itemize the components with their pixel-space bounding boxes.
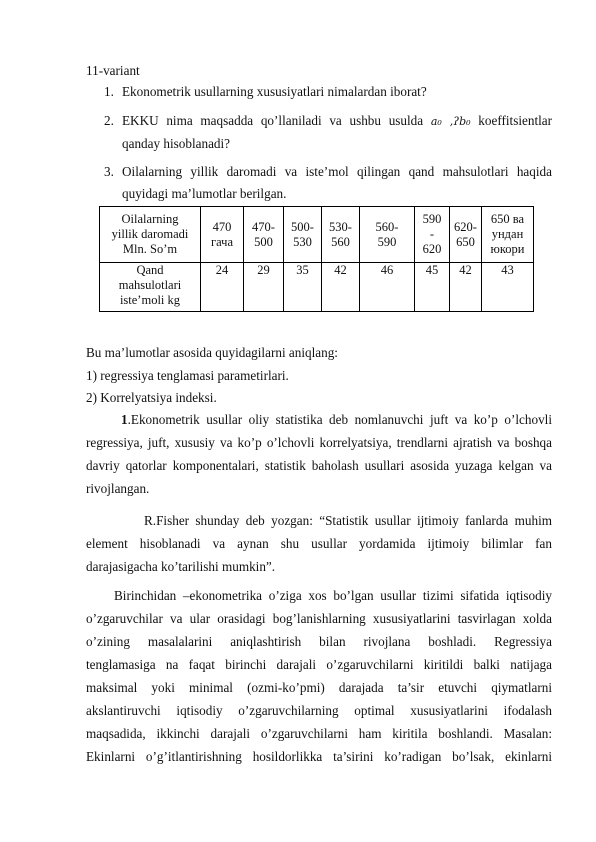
table-cell-value: 35 <box>284 263 322 312</box>
answer-p2-line-1: R.Fisher shunday deb yozgan: “Statistik usullar ijtimoiy fanlarda muhim <box>144 513 552 528</box>
income-consumption-table <box>99 206 534 312</box>
table-header-sugar: Qand mahsulotlari iste’moli kg <box>100 263 201 312</box>
answer-p3-line-6: akslantiruvchi iqtisodiy o’zgaruvchilarning optimal xususiyatlarini ifodalash <box>86 703 552 718</box>
question-1-number: 1. <box>104 84 114 99</box>
answer-p2-line-3: darajasigacha ko’tarilishi mumkin”. <box>86 559 276 574</box>
answer-p3-line-7: maqsadida, ikkinchi darajali o’zgaruvchilarni ham kiritila boshlandi. Masalan: <box>86 726 552 741</box>
answer-p1-line-2: regressiya, juft, xususiy va ko’p o’lchovli korrelyatsiya, trendlarni ajratish va boshqa <box>86 435 552 450</box>
table-cell-range: 470- 500 <box>244 207 284 263</box>
answer-p3-line-1: Birinchidan –ekonometrika o’ziga xos bo’lgan usullar tizimi sifatida iqtisodiy <box>114 588 552 603</box>
question-2-text-b: koeffitsientlar <box>478 113 553 128</box>
answer-p2-line-2: element hisoblanadi va aynan shu usullar yordamida ijtimoiy bilimlar fan <box>86 536 552 551</box>
table-cell-range: 590 - 620 <box>415 207 450 263</box>
table-cell-value: 43 <box>482 263 534 312</box>
question-2-number: 2. <box>104 113 114 128</box>
task-1: 1) regressiya tenglamasi parametirlari. <box>86 368 289 383</box>
answer-p3-line-2: o’zgaruvchilar va ular orasidagi bog’lanishlarning xususiyatlarini tasvirlagan xolda <box>86 611 552 626</box>
question-3-line-1: Oilalarning yillik daromadi va iste’mol qilingan qand mahsulotlari haqida <box>122 164 552 179</box>
question-2-line-1 <box>122 113 552 130</box>
answer-p1-line-1: 1.Ekonometrik usullar oliy statistika deb nomlanuvchi juft va ko’p o’lchovli <box>121 412 552 427</box>
answer-number: 1 <box>121 412 128 427</box>
answer-p3-line-4: tenglamasiga na faqat birinchi darajali o’zgaruvchilarni kiritildi balki natijaga <box>86 657 552 672</box>
answer-p3-line-8: Ekinlarni o’g’itlantirishning hosildorlikka ta’sirini ko’radigan bo’lsak, ekinlarni <box>86 749 552 764</box>
table-cell-value: 24 <box>201 263 244 312</box>
table-cell-range: 620- 650 <box>450 207 482 263</box>
table-header-income: Oilalarning yillik daromadi Mln. So’m <box>100 207 201 263</box>
coefficient-symbols: a₀ ,ʔb₀ <box>430 115 471 128</box>
answer-p3-line-3: o’zining masalalarini aniqlashtirish bilan rivojlana boshladi. Regressiya <box>86 634 552 649</box>
answer-p1-line-3: davriy qatorlar komponentalari, statistik baholash usullari asosida yuzaga kelgan va <box>86 458 552 473</box>
table-cell-value: 29 <box>244 263 284 312</box>
table-cell-range: 650 ва ундан юкори <box>482 207 534 263</box>
question-3-number: 3. <box>104 164 114 179</box>
table-cell-range: 500- 530 <box>284 207 322 263</box>
question-2-line-2: qanday hisoblanadi? <box>122 136 231 151</box>
table-row <box>100 207 534 263</box>
table-cell-range: 530- 560 <box>322 207 360 263</box>
task-2: 2) Korrelyatsiya indeksi. <box>86 390 217 405</box>
table-cell-range: 470 гача <box>201 207 244 263</box>
answer-p1-line-4: rivojlangan. <box>86 481 150 496</box>
question-2-text-a: EKKU nima maqsadda qo’llaniladi va ushbu usulda <box>122 113 424 128</box>
answer-p3-line-5: maksimal yoki minimal (ozmi-ko’pmi) darajada ta’sir etuvchi qiymatlarni <box>86 680 552 695</box>
table-cell-value: 45 <box>415 263 450 312</box>
tasks-intro: Bu ma’lumotlar asosida quyidagilarni aniqlang: <box>86 345 338 360</box>
question-3-line-2: quyidagi ma’lumotlar berilgan. <box>122 186 287 201</box>
question-1-text: Ekonometrik usullarning xususiyatlari nimalardan iborat? <box>122 84 427 99</box>
table-cell-value: 42 <box>450 263 482 312</box>
table-cell-value: 42 <box>322 263 360 312</box>
table-cell-range: 560- 590 <box>360 207 415 263</box>
variant-title: 11-variant <box>86 63 140 78</box>
table-cell-value: 46 <box>360 263 415 312</box>
table-row <box>100 263 534 312</box>
